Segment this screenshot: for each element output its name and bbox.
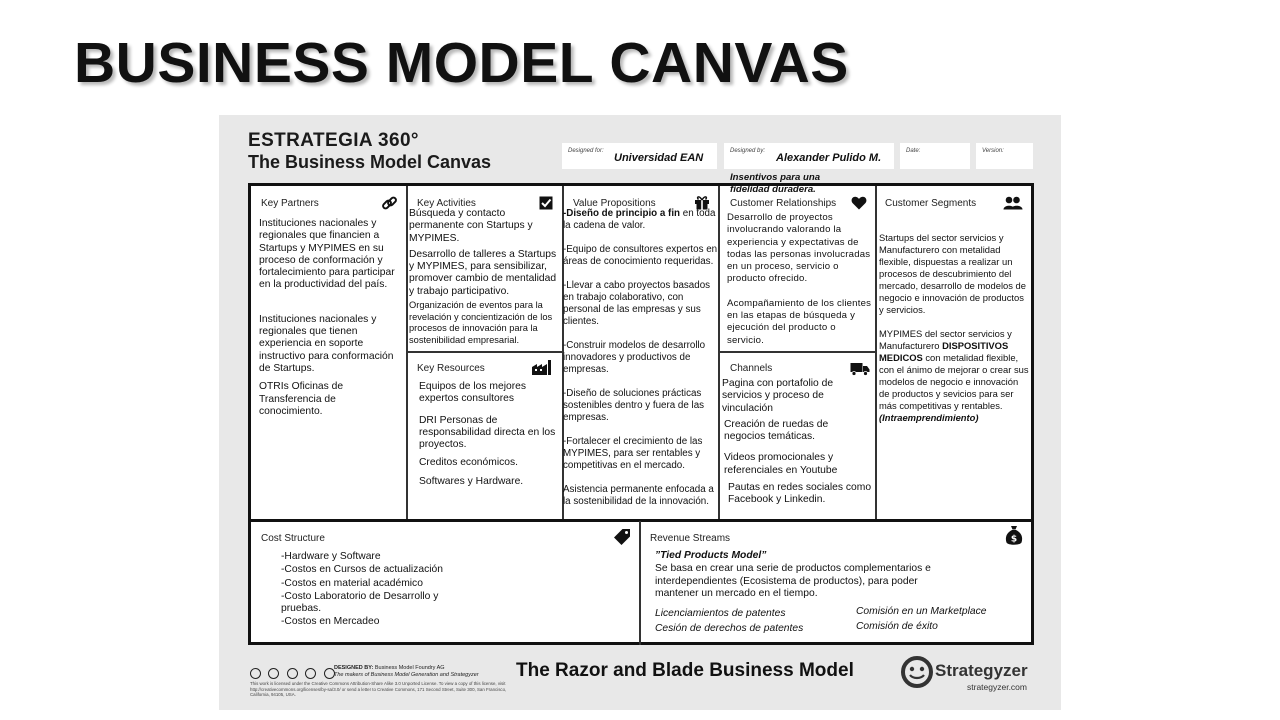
designed-for-label: Designed for: [568,148,604,154]
money-bag-icon [1005,525,1023,546]
channels-title: Channels [730,363,773,374]
link-icon [381,195,398,212]
license-text: This work is licensed under the Creative Commons Attribution-Share Alike 3.0 Unported License. To view a copy of this license, visit http://creativecommons.org/licenses/by-sa/3.0/ or send a letter to Creative Commons, 171 Second Street, Suite 300, San Francisco, California, 94105, USA. [250,681,507,697]
list-item: Cesión de derechos de patentes [655,622,804,634]
truck-icon [850,362,870,376]
cost-structure-text [281,551,461,629]
strategyzer-logo-icon [901,655,933,689]
share-icon [305,668,316,679]
list-item: Acompañamiento de los clientes en las etapas de búsqueda y ejecución del producto o servicio. [727,297,872,346]
canvas-grid [248,172,1034,645]
list-item: Desarrollo de talleres a Startups y MYPIMES, para sensibilizar, promover cambio de mentalidad y trabajo participativo. [409,248,557,297]
divider [406,186,408,521]
strategyzer-wordmark: Strategyzer [935,661,1028,680]
canvas-sheet [219,115,1061,710]
list-item: Pagina con portafolio de servicios y proceso de vinculación [722,378,834,414]
divider [251,519,1031,522]
list-item: -Equipo de consultores expertos en áreas de conocimiento requeridas. [563,244,718,267]
canvas-subtitle: The Business Model Canvas [248,152,492,172]
segment-emphasis: DISPOSITIVOS MEDICOS [879,340,1009,363]
list-item: Comisión en un Marketplace [856,606,987,617]
key-resources-text [419,381,559,488]
strategyzer-url[interactable]: strategyzer.com [967,682,1027,692]
list-item: Videos promocionales y referenciales en Youtube [724,452,838,476]
list-item: -Fortalecer el crecimiento de las MYPIMES, para ser rentables y competitivas en el mercado. [563,436,703,471]
canvas-brand: ESTRATEGIA 360° [248,130,419,151]
key-resources-title: Key Resources [417,363,485,374]
list-item: Comisión de éxito [856,620,938,632]
version-field[interactable] [976,143,1033,169]
users-icon [1003,196,1023,210]
list-item: -Costos en Mercadeo [281,616,380,628]
business-model-title: The Razor and Blade Business Model [516,660,854,681]
tag-icon [613,528,631,546]
list-item: Licenciamientos de patentes [655,608,786,619]
revenue-streams-text [655,550,955,600]
customer-segments-text [879,232,1029,424]
list-item: Creación de ruedas de negocios temáticas. [724,418,829,443]
list-item: Organización de eventos para la revelación y concientización de los procesos de innovación para la sostenibilidad empresarial. [409,300,553,345]
key-activities-title: Key Activities [417,198,476,209]
list-item: (Intraemprendimiento) [879,412,979,423]
list-item: Startups del sector servicios y Manufacturero con metalidad flexible, dispuestas a realizar un procesos de descubrimiento del mercado, desarrollo de modelos de negocio e innovación de productos y servicios. [879,232,1026,315]
heart-icon [851,196,867,210]
factory-icon [531,359,553,376]
list-item: Creditos económicos. [419,457,519,469]
customer-relationships-title: Customer Relationships [730,198,837,209]
date-label: Date: [906,148,921,154]
customer-segments-title: Customer Segments [885,198,977,209]
list-item: Asistencia permanente enfocada a la sostenibilidad de la innovación. [563,484,714,507]
revenue-right-list [856,605,1026,634]
list-item: -Construir modelos de desarrollo innovadores y productivos de empresas. [563,340,706,375]
revenue-streams-title: Revenue Streams [650,533,731,544]
list-item: Pautas en redes sociales como Facebook y Linkedin. [728,482,872,506]
by-icon [268,668,279,679]
list-item: -Costos en Cursos de actualización [281,564,443,576]
cost-structure-title: Cost Structure [261,533,325,544]
key-activities-text [409,208,560,346]
designed-by-label: Designed by: [730,148,766,154]
key-partners-title: Key Partners [261,198,319,209]
customer-relationships-text [727,212,873,347]
divider [406,351,564,353]
designed-by-value: Alexander Pulido M. [776,152,882,164]
list-item: -Diseño de soluciones prácticas sostenibles dentro y fuera de las empresas. [563,388,705,423]
revenue-description: Se basa en crear una serie de productos complementarios e interdependientes (Ecosistema de productos), para poder mantener un mercado en el tiempo. [655,563,931,599]
list-item: MYPIMES del sector servicios y Manufacturero DISPOSITIVOS MEDICOS con metalidad flexible, con el ánimo de mejorar o crear sus modelos de negocio e innovación de productos y sevicios para ser más competitivas y rentables. [879,328,1029,411]
list-item: Equipos de los mejores expertos consultores [419,381,527,405]
version-label: Version: [982,148,1004,154]
value-proposition-emphasis: -Diseño de principio a fin [563,208,681,219]
customer-relationships-note: Insentivos para una fidelidad duradera. [730,172,821,195]
list-item: Desarrollo de proyectos involucrando valorando la experiencia y expectativas de todas las personas involucradas en un proceso, servicio o producto ofrecido. [727,212,871,285]
divider [875,186,877,521]
list-item: OTRIs Oficinas de Transferencia de conocimiento. [259,381,344,417]
value-propositions-text [563,208,720,508]
key-partners-text [259,218,399,418]
designed-by-field[interactable] [724,143,894,169]
value-propositions-title: Value Propositions [573,198,656,209]
list-item: Instituciones nacionales y regionales que financien a Startups y MYPIMES en su proceso de conformación y fortalecimiento para participar en la productividad del país. [259,218,395,291]
revenue-left-list [655,607,845,636]
list-item: -Hardware y Software [281,551,381,562]
cc-icon [250,668,261,679]
list-item: Búsqueda y contacto permanente con Startups y MYPIMES. [409,208,533,244]
divider [718,351,876,353]
list-item: -Costos en material académico [281,577,423,589]
slide-title: BUSINESS MODEL CANVAS [74,31,849,95]
list-item: -Costo Laboratorio de Desarrollo y pruebas. [281,590,439,615]
date-field[interactable] [900,143,970,169]
channels-text [722,378,872,507]
divider [639,521,641,645]
designed-for-field[interactable] [562,143,717,169]
list-item: Softwares y Hardware. [419,475,524,487]
list-item: -Diseño de principio a fin en toda la cadena de valor. [563,208,716,231]
list-item: DRI Personas de responsabilidad directa en los proyectos. [419,414,556,451]
list-item: Instituciones nacionales y regionales que tienen experiencia en soporte instructivo para conformación de Startups. [259,313,394,374]
sa-icon [287,668,298,679]
designed-for-value: Universidad EAN [614,152,704,164]
designed-by-credit: DESIGNED BY: Business Model Foundry AG The makers of Business Model Generation and Strategyzer [334,665,479,678]
list-item: -Llevar a cabo proyectos basados en trabajo colaborativo, con personal de las empresas y sus clientes. [563,280,711,327]
revenue-model-name: ”Tied Products Model” [655,550,767,561]
svg-text:$: $ [1010,534,1018,545]
